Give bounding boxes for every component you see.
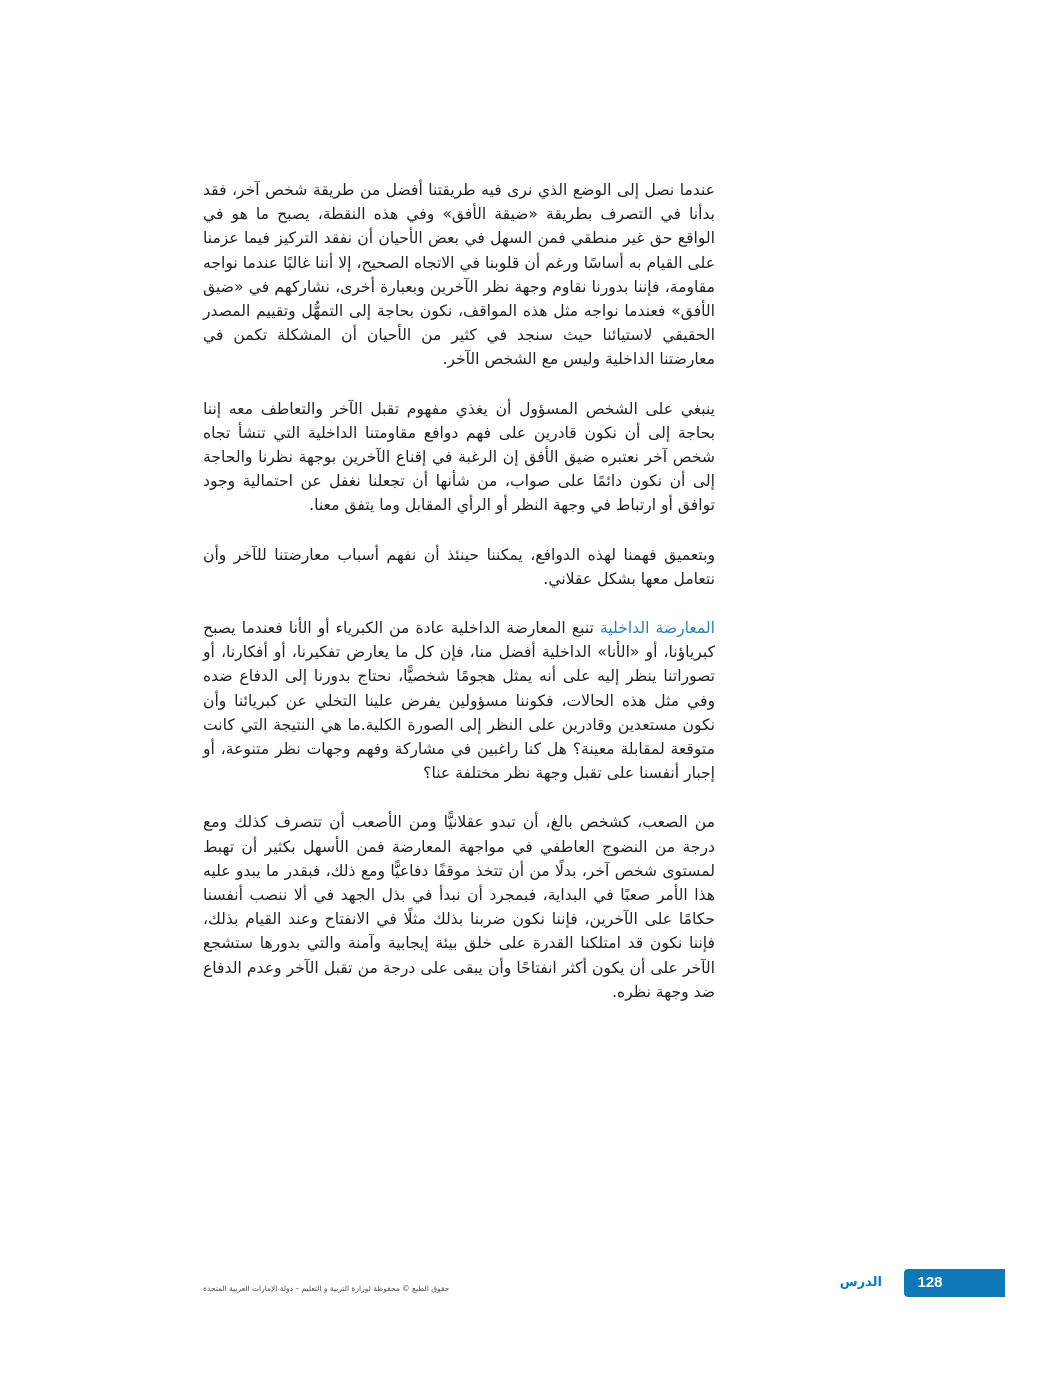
page-number: 128 — [917, 1274, 943, 1291]
paragraph-4-text: تنبع المعارضة الداخلية عادة من الكبرياء أو الأنا فعندما يصبح كبرياؤنا، أو «الأنا» الداخلية أفضل منا، فإن كل ما يعارض تفكيرنا، أو أفكارنا، أو تصوراتنا ينظر إليه على أنه يمثل هجومًا شخصيًّا، نحتاج بدورنا إلى الدفاع ضده وفي مثل هذه الحالات، فكوننا مسؤولين يفرض علينا التخلي عن كبريائنا وأن نكون مستعدين وقادرين على النظر إلى الصورة الكلية.ما هي النتيجة التي كانت متوقعة لمقابلة معينة؟ هل كنا راغبين في مشاركة وفهم وجهات نظر متنوعة، أو إجبار أنفسنا على تقبل وجهة نظر مختلفة عنا؟ — [203, 619, 715, 783]
lesson-label: الدرس — [839, 1275, 882, 1290]
paragraph-1: عندما نصل إلى الوضع الذي نرى فيه طريقتنا أفضل من طريقة شخص آخر، فقد بدأنا في التصرف بطريقة «ضيقة الأفق» وفي هذه النقطة، يصبح ما هو في الواقع حق غير منطقي فمن السهل في بعض الأحيان أن نفقد التركيز فيما عزمنا على القيام به أساسًا ورغم أن قلوبنا في الاتجاه الصحيح، إلا أننا غالبًا عندما نواجه مقاومة، فإننا بدورنا نقاوم وجهة نظر الآخرين وبعبارة أخرى، نشاركهم في «ضيق الأفق» فعندما نواجه مثل هذه المواقف، نكون بحاجة إلى التمهُّل وتقييم المصدر الحقيقي لاستيائنا حيث سنجد في كثير من الأحيان أن المشكلة تكمن في معارضتنا الداخلية وليس مع الشخص الآخر. — [203, 181, 715, 369]
key-term-inner-opposition: المعارضة الداخلية — [599, 619, 715, 638]
paragraph-4 — [203, 616, 715, 785]
paragraph-3: وبتعميق فهمنا لهذه الدوافع، يمكننا حينئذ أن نفهم أسباب معارضتنا للآخر وأن نتعامل معها بشكل عقلاني. — [203, 545, 715, 588]
lesson-body — [203, 178, 715, 1029]
copyright-notice: حقوق الطبع © محفوظة لوزارة التربية و التعليم – دولة الإمارات العربية المتحدة — [203, 1284, 450, 1293]
page-number-tab — [904, 1269, 1005, 1297]
paragraph-2: ينبغي على الشخص المسؤول أن يغذي مفهوم تقبل الآخر والتعاطف معه إننا بحاجة إلى أن نكون قادرين على فهم دوافع مقاومتنا الداخلية التي تنشأ تجاه شخص آخر نعتبره ضيق الأفق إن الرغبة في إقناع الآخرين بوجهة نظرنا والحاجة إلى أن نكون دائمًا على صواب، من شأنها أن تجعلنا نغفل عن احتمالية وجود توافق أو ارتباط في وجهة النظر أو الرأي المقابل وما يتفق معنا. — [203, 399, 715, 515]
paragraph-5: من الصعب، كشخص بالغ، أن تبدو عقلانيًّا ومن الأصعب أن تتصرف كذلك ومع درجة من النضوج العاطفي في مواجهة المعارضة فمن الأسهل بكثير أن تهبط لمستوى شخص آخر، بدلًا من أن تتخذ موقفًا دفاعيًّا ومع ذلك، فبقدر ما يبدو عليه هذا الأمر صعبًا في البداية، فبمجرد أن نبدأ في بذل الجهد في ألا ننصب أنفسنا حكامًا على الآخرين، فإننا نكون ضربنا بذلك مثلًا في الانفتاح وعند القيام بذلك، فإننا نكون قد امتلكنا القدرة على خلق بيئة إيجابية وآمنة والتي بدورها ستشجع الآخر على أن يكون أكثر انفتاحًا وأن يبقى على درجة من تقبل الآخر وعدم الدفاع ضد وجهة نظره. — [203, 813, 715, 1001]
